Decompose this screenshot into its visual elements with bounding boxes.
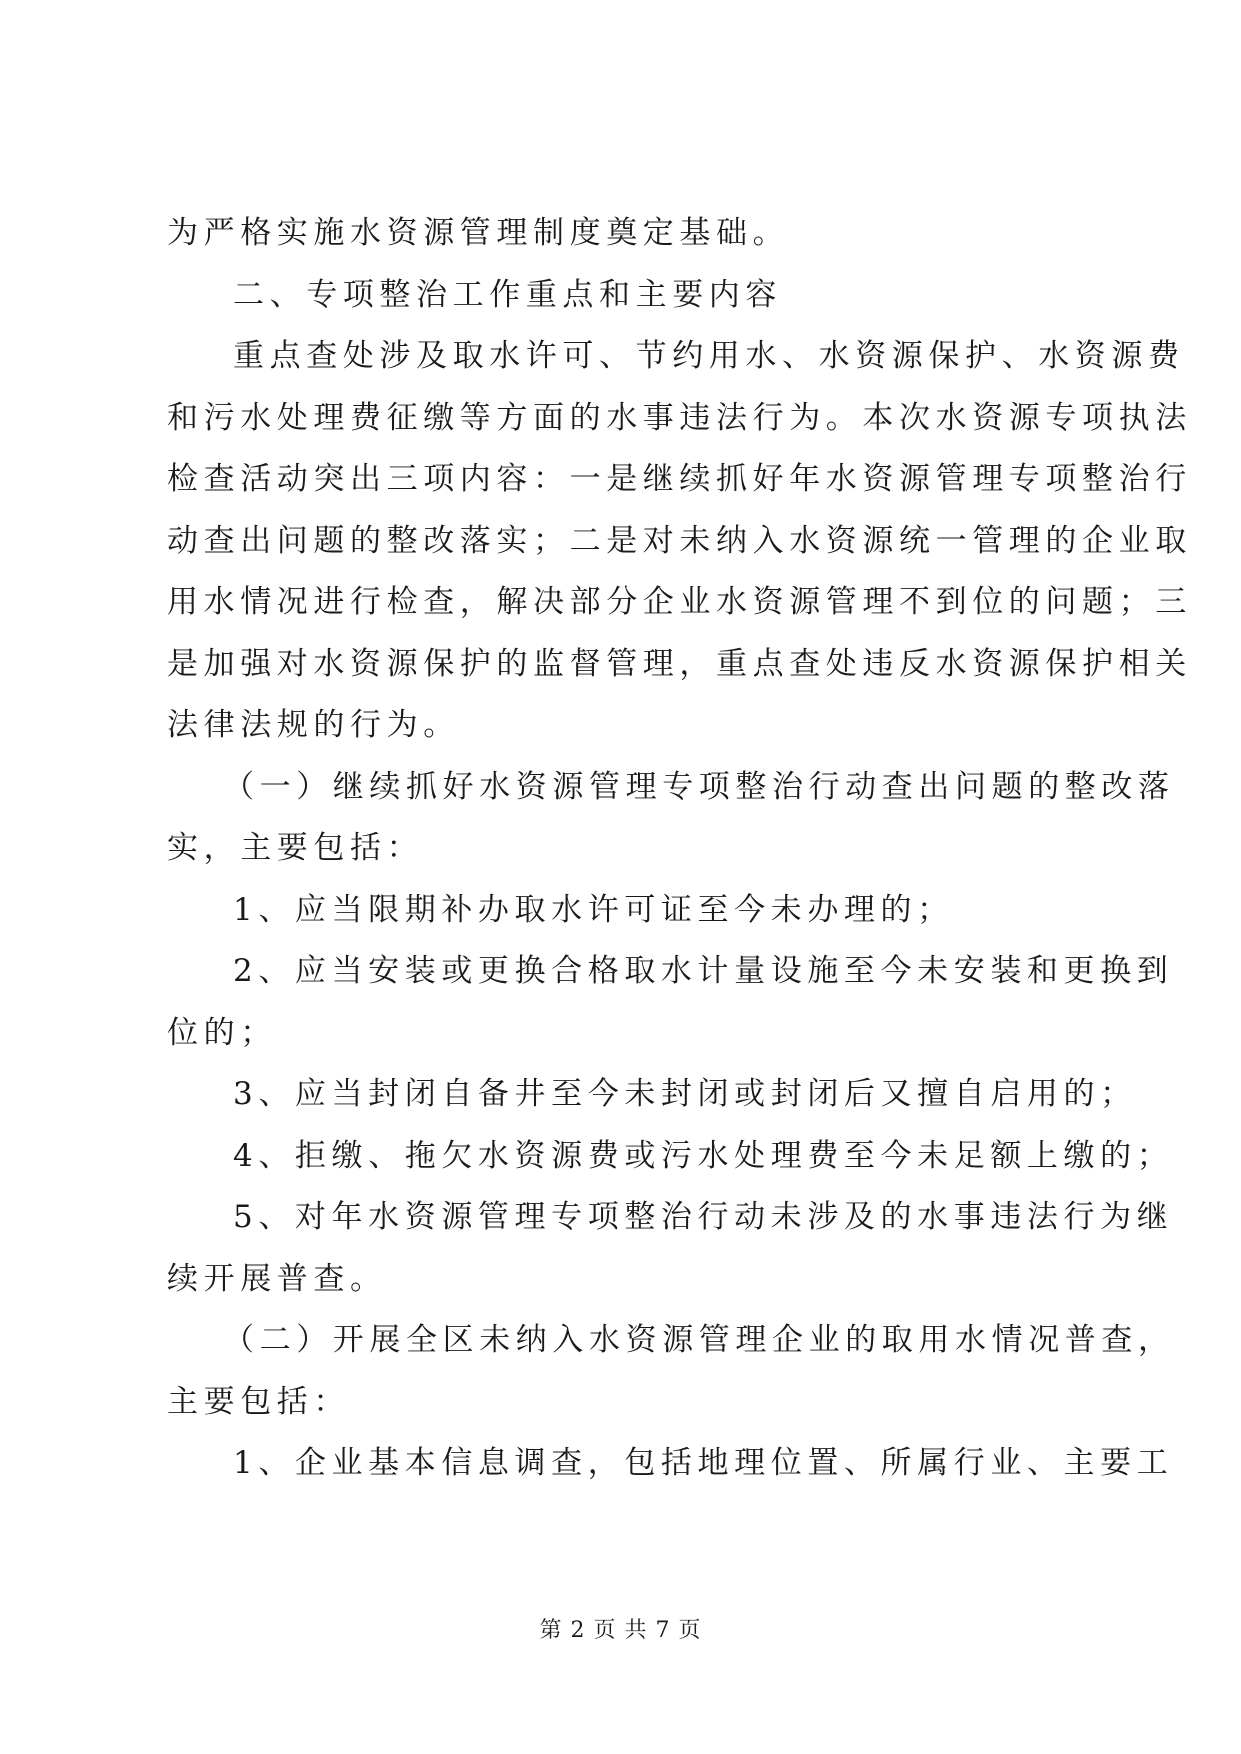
section-heading: 二、专项整治工作重点和主要内容 [233, 276, 782, 313]
text-line: 为严格实施水资源管理制度奠定基础。 [167, 215, 790, 251]
text-line: 和污水处理费征缴等方面的水事违法行为。本次水资源专项执法 [167, 399, 1192, 436]
subsection-heading: （一）继续抓好水资源管理专项整治行动查出问题的整改落 [223, 768, 1175, 805]
text-line: 主要包括： [167, 1383, 350, 1420]
text-line: 重点查处涉及取水许可、节约用水、水资源保护、水资源费 [233, 338, 1185, 374]
text-line: 用水情况进行检查，解决部分企业水资源管理不到位的问题；三 [167, 584, 1192, 620]
text-line: 是加强对水资源保护的监督管理，重点查处违反水资源保护相关 [167, 645, 1192, 682]
text-line: 位的； [167, 1014, 277, 1051]
text-line: 法律法规的行为。 [167, 707, 460, 743]
list-item: 2、应当安装或更换合格取水计量设施至今未安装和更换到 [233, 953, 1174, 989]
text-line: 续开展普查。 [167, 1260, 387, 1297]
text-line: 动查出问题的整改落实；二是对未纳入水资源统一管理的企业取 [167, 522, 1192, 559]
list-item: 5、对年水资源管理专项整治行动未涉及的水事违法行为继 [233, 1199, 1174, 1235]
text-line: 实，主要包括： [167, 830, 424, 866]
page-number: 第 2 页 共 7 页 [539, 1618, 702, 1643]
list-item: 1、企业基本信息调查，包括地理位置、所属行业、主要工 [233, 1445, 1174, 1481]
list-item: 1、应当限期补办取水许可证至今未办理的； [233, 891, 954, 928]
list-item: 4、拒缴、拖欠水资源费或污水处理费至今未足额上缴的； [233, 1137, 1174, 1174]
list-item: 3、应当封闭自备井至今未封闭或封闭后又擅自启用的； [233, 1076, 1137, 1112]
document-body [167, 203, 1192, 1495]
text-line: 检查活动突出三项内容：一是继续抓好年水资源管理专项整治行 [167, 461, 1192, 497]
subsection-heading: （二）开展全区未纳入水资源管理企业的取用水情况普查， [223, 1322, 1175, 1358]
